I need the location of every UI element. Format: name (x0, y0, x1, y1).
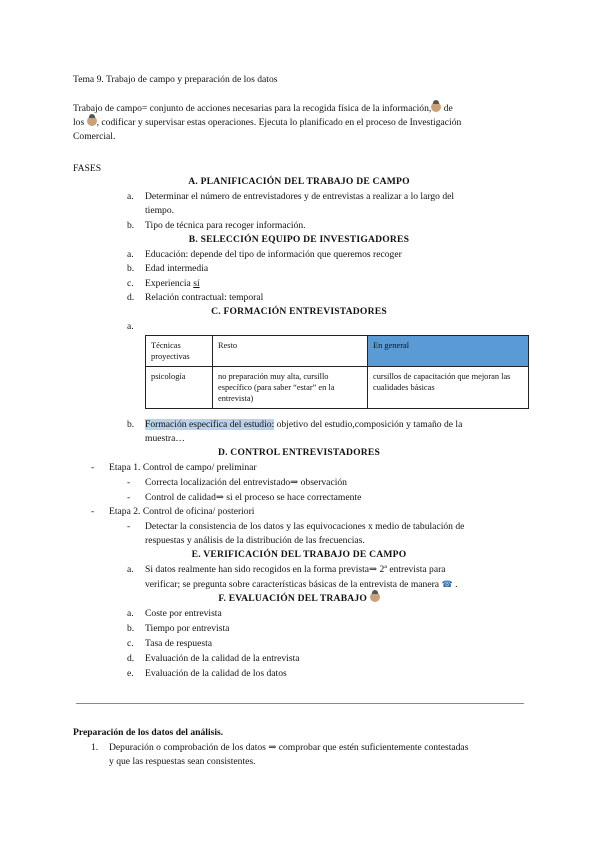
dash-bullet: - (127, 492, 131, 503)
dash-bullet: - (127, 521, 131, 532)
table-cell: Técnicas proyectivas (146, 336, 213, 367)
heading-f: F. EVALUACIÓN DEL TRABAJO (73, 592, 525, 606)
b-item-marker: a. (127, 249, 134, 260)
prep-marker: 1. (91, 742, 99, 753)
f-item-marker: e. (127, 668, 134, 679)
person-icon (370, 592, 380, 602)
e-item-cont: verificar; se pregunta sobre características básicas de la entrevista de manera ☎ . (145, 579, 458, 590)
table-cell: Resto (213, 336, 368, 367)
c-item-text: Formación específica del estudio: objetivo del estudio,composición y tamaño de la (145, 419, 463, 430)
a-item-marker: a. (127, 191, 134, 202)
f-item-text: Coste por entrevista (145, 608, 222, 619)
fases-label: FASES (73, 163, 102, 174)
table-row (146, 367, 529, 409)
heading-b: B. SELECCIÓN EQUIPO DE INVESTIGADORES (188, 234, 410, 245)
page-title: Tema 9. Trabajo de campo y preparación de los datos (73, 74, 278, 85)
b-item-text: Experiencia sí (145, 278, 200, 289)
dash-bullet: - (127, 477, 131, 488)
training-table (145, 335, 529, 409)
etapa2-item: Detectar la consistencia de los datos y las equivocaciones x medio de tabulación de (145, 521, 465, 532)
a-item-text: Determinar el número de entrevistadores y de entrevistas a realizar a lo largo del (145, 191, 455, 202)
etapa1-item: Correcta localización del entrevistado⇒ observación (145, 477, 347, 488)
a-item-text: Tipo de técnica para recoger información. (145, 220, 306, 231)
b-item-marker: d. (127, 292, 135, 303)
f-item-marker: a. (127, 608, 134, 619)
f-item-text: Tiempo por entrevista (145, 623, 230, 634)
highlighted-text: Formación específica del estudio: (145, 419, 275, 430)
e-item-marker: a. (127, 564, 134, 575)
etapa2-cont: respuestas y análisis de la distribución de las frecuencias. (145, 535, 365, 546)
a-item-marker: b. (127, 220, 135, 231)
horizontal-rule (76, 703, 524, 704)
e-item-text: Si datos realmente han sido recogidos en la forma prevista⇒ 2ª entrevista para (145, 564, 446, 575)
intro-line1: Trabajo de campo= conjunto de acciones necesarias para la recogida física de la información, (73, 103, 432, 114)
heading-c: C. FORMACIÓN ENTREVISTADORES (211, 306, 387, 317)
table-cell: psicología (146, 367, 213, 409)
b-item-text: Relación contractual: temporal (145, 292, 264, 303)
f-item-text: Evaluación de la calidad de los datos (145, 668, 287, 679)
etapa1-item: Control de calidad⇒ si el proceso se hace correctamente (145, 492, 362, 503)
intro-paragraph (73, 102, 525, 116)
heading-e: E. VERIFICACIÓN DEL TRABAJO DE CAMPO (191, 549, 407, 560)
phone-icon: ☎ (441, 580, 453, 590)
intro-line2b: , codificar y supervisar estas operaciones. Ejecuta lo planificado en el proceso de Investigación (96, 117, 462, 128)
f-item-marker: b. (127, 623, 135, 634)
etapa2: Etapa 2. Control de oficina/ posteriori (109, 506, 255, 517)
table-cell: cursillos de capacitación que mejoran las cualidades básicas (368, 367, 529, 409)
person-icon (87, 116, 97, 126)
b-item-text: Edad intermedia (145, 263, 209, 274)
intro-line2 (73, 116, 525, 130)
dash-bullet: - (91, 506, 95, 517)
etapa1: Etapa 1. Control de campo/ preliminar (109, 462, 257, 473)
prep-cont: y que las respuestas sean consistentes. (109, 756, 256, 767)
b-item-marker: b. (127, 263, 135, 274)
heading-d: D. CONTROL ENTREVISTADORES (217, 447, 381, 458)
dash-bullet: - (91, 462, 95, 473)
prep-heading: Preparación de los datos del análisis. (73, 727, 224, 738)
intro-line3: Comercial. (73, 131, 116, 142)
intro-line1-end: de (443, 103, 453, 114)
f-item-text: Evaluación de la calidad de la entrevista (145, 653, 300, 664)
underlined-si: sí (193, 278, 200, 289)
c-item-marker: a. (127, 321, 134, 332)
table-cell: no preparación muy alta, cursillo específico (para saber “estar” en la entrevista) (213, 367, 368, 409)
b-item-marker: c. (127, 278, 134, 289)
prep-text: Depuración o comprobación de los datos ⇒ comprobar que estén suficientemente contestadas (109, 742, 469, 753)
intro-line2a: los (73, 117, 85, 128)
c-item-marker: b. (127, 419, 135, 430)
heading-a: A. PLANIFICACIÓN DEL TRABAJO DE CAMPO (188, 176, 410, 187)
f-item-text: Tasa de respuesta (145, 638, 212, 649)
person-icon (431, 102, 441, 112)
f-item-marker: d. (127, 653, 135, 664)
table-cell-highlight: En general (368, 336, 529, 367)
c-item-cont: muestra… (145, 433, 185, 444)
table-row (146, 336, 529, 367)
f-item-marker: c. (127, 638, 134, 649)
a-item-cont: tiempo. (145, 205, 175, 216)
b-item-text: Educación: depende del tipo de información que queremos recoger (145, 249, 402, 260)
